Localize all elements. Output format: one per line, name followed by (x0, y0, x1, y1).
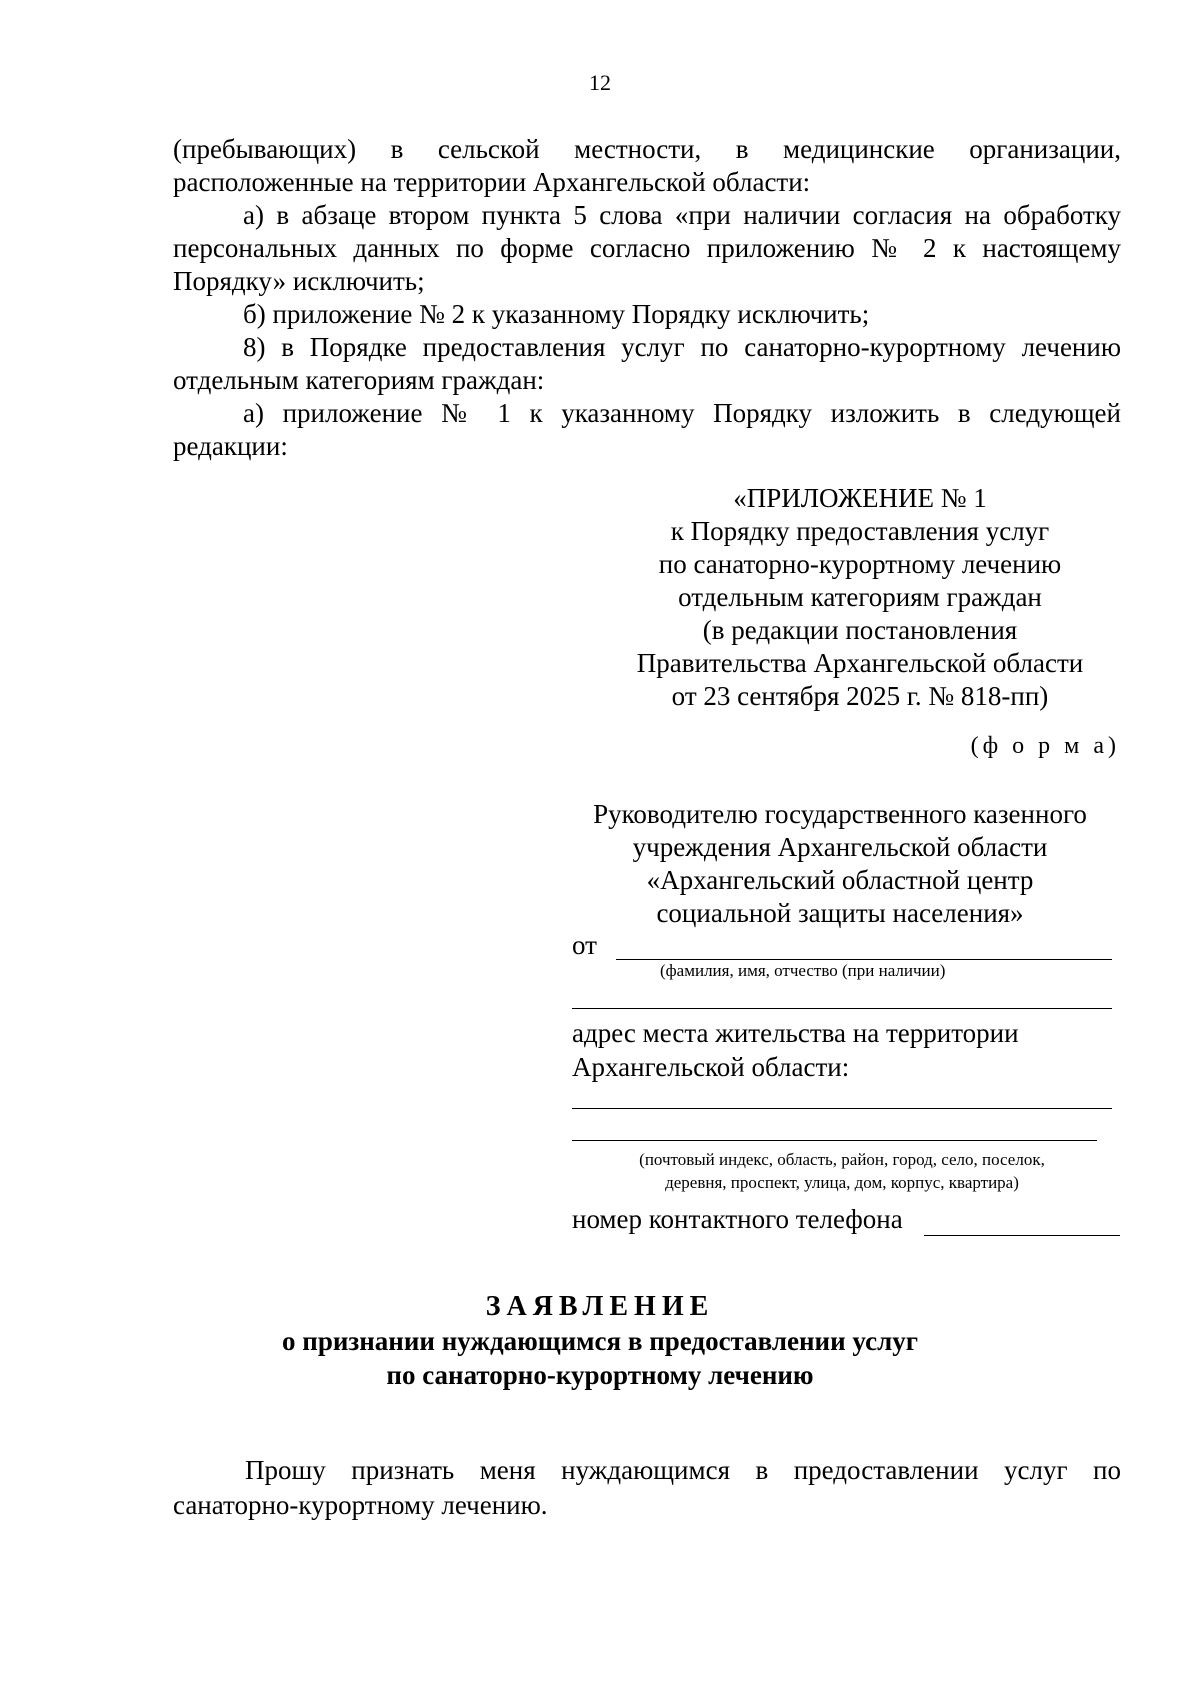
paragraph-item-a-appendix: а) приложение № 1 к указанному Порядку изложить в следующей редакции: (173, 398, 1121, 461)
appendix-line: «ПРИЛОЖЕНИЕ № 1 (733, 483, 987, 513)
addressee-line: социальной защиты населения» (656, 898, 1024, 928)
statement-subtitle: по санаторно-курортному лечению (386, 1360, 814, 1390)
appendix-line: Правительства Архангельской области (636, 648, 1084, 678)
paragraph-item-b: б) приложение № 2 к указанному Порядку исключить; (243, 299, 870, 329)
address-label-line: адрес места жительства на территории (572, 1018, 1019, 1048)
address-blank-line (572, 1108, 1112, 1109)
appendix-line: от 23 сентября 2025 г. № 818-пп) (671, 681, 1049, 711)
request-text (173, 1453, 1121, 1523)
address-hint-line: деревня, проспект, улица, дом, корпус, квартира) (665, 1173, 1019, 1192)
form-label: (ф о р м а) (970, 733, 1120, 759)
appendix-header (560, 482, 1160, 713)
address-label (572, 1016, 1019, 1084)
appendix-line: (в редакции постановления (702, 615, 1018, 645)
statement-subtitle: о признании нуждающимся в предоставлении услуг (282, 1326, 918, 1356)
name-hint: (фамилия, имя, отчество (при наличии) (660, 961, 946, 980)
statement-title (0, 1290, 1200, 1392)
name-blank-line (616, 959, 1112, 960)
addressee-line: учреждения Архангельской области (632, 832, 1048, 862)
body-text (173, 133, 1121, 463)
phone-label: номер контактного телефона (572, 1204, 903, 1234)
address-hint-line: (почтовый индекс, область, район, город, село, поселок, (639, 1150, 1045, 1169)
name-blank-line-2 (572, 1008, 1112, 1009)
page-number: 12 (589, 70, 611, 95)
appendix-line: к Порядку предоставления услуг (670, 516, 1050, 546)
phone-field (572, 1204, 1120, 1238)
paragraph-item-a: а) в абзаце втором пункта 5 слова «при наличии согласия на обработку персональных данных по форме согласно приложению № 2 к настоящему Порядку» исключить; (173, 200, 1121, 296)
phone-blank-line (924, 1235, 1120, 1236)
from-field (572, 930, 1112, 964)
addressee-line: Руководителю государственного казенного (593, 799, 1087, 829)
paragraph-item-8: 8) в Порядке предоставления услуг по санаторно-курортному лечению отдельным категориям граждан: (173, 332, 1121, 395)
from-label: от (572, 930, 597, 960)
paragraph-continuation: (пребывающих) в сельской местности, в медицинские организации, расположенные на территории Архангельской области: (173, 134, 1121, 197)
address-label-line: Архангельской области: (572, 1052, 850, 1082)
addressee-block (560, 798, 1120, 930)
appendix-line: по санаторно-курортному лечению (658, 549, 1062, 579)
statement-heading: ЗАЯВЛЕНИЕ (485, 1291, 715, 1322)
address-hint (572, 1148, 1112, 1194)
appendix-line: отдельным категориям граждан (678, 582, 1042, 612)
address-blank-line-2 (572, 1140, 1097, 1141)
addressee-line: «Архангельский областной центр (646, 865, 1034, 895)
request-paragraph: Прошу признать меня нуждающимся в предоставлении услуг по санаторно-курортному лечению. (173, 1455, 1121, 1520)
